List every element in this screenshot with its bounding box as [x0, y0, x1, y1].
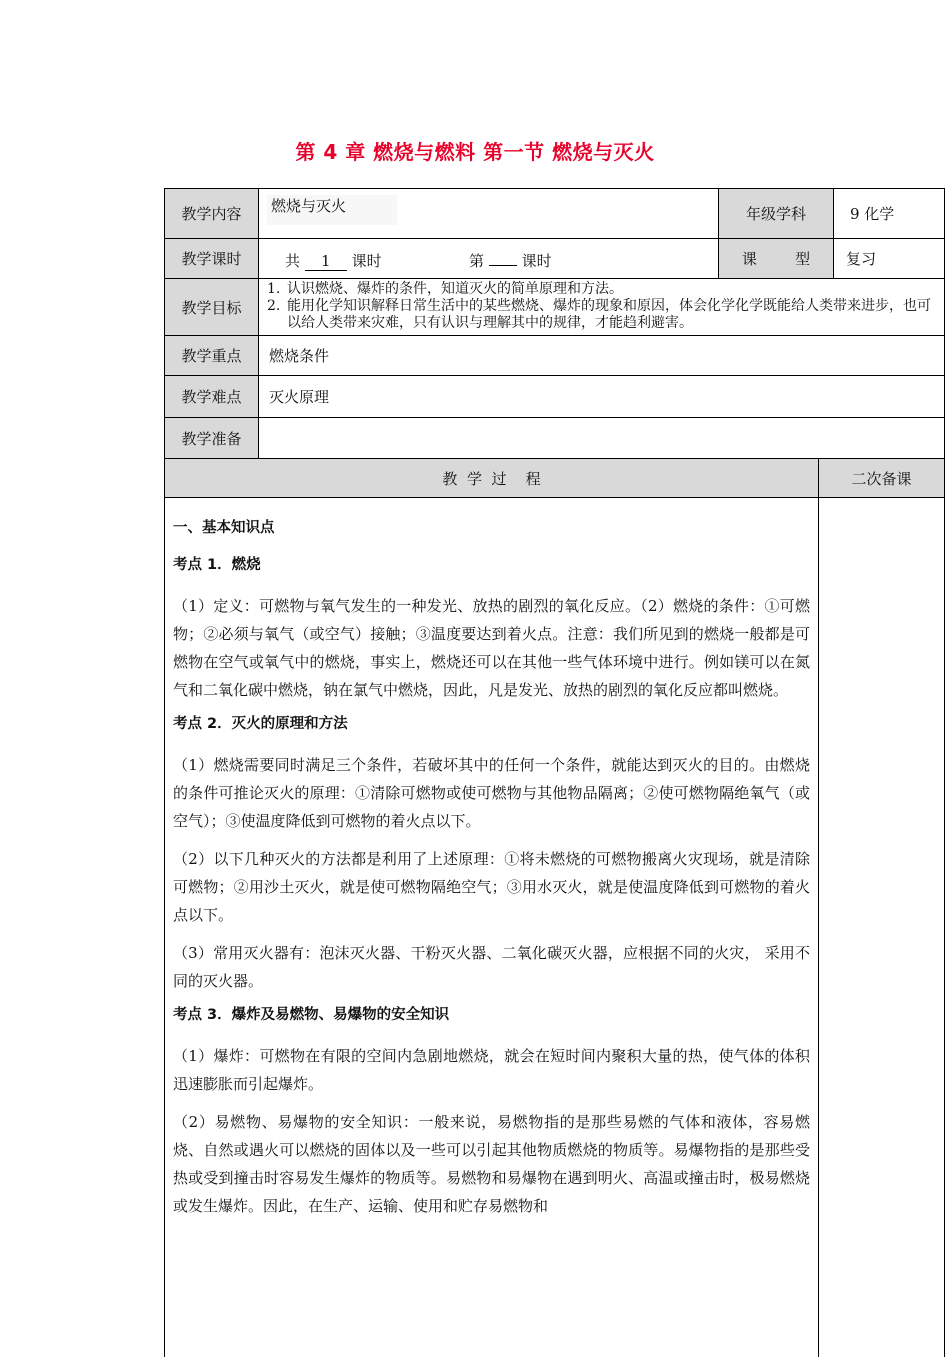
grade-label: 年级学科 [718, 188, 834, 239]
hours-index-prefix: 第 [469, 252, 485, 270]
content-cell [258, 188, 719, 239]
kp2-paragraph-3: （3）常用灭火器有：泡沫灭火器、干粉灭火器、二氧化碳灭火器，应根据不同的火灾， 采用不同的灭火器。 [173, 944, 810, 990]
kp3-heading: 考点 3．爆炸及易燃物、易爆物的安全知识 [173, 1007, 450, 1023]
hours-index-unit: 课时 [521, 252, 552, 270]
goal-item [267, 281, 938, 298]
goal-text: 能用化学知识解释日常生活中的某些燃烧、爆炸的现象和原因，体会化学化学既能给人类带来进步，也可以给人类带来灾难，只有认识与理解其中的规律，才能趋利避害。 [287, 298, 931, 331]
kp3-paragraph-1: （1）爆炸：可燃物在有限的空间内急剧地燃烧，就会在短时间内聚积大量的热，使气体的体积迅速膨胀而引起爆炸。 [173, 1047, 810, 1093]
process-body [164, 497, 819, 1357]
process-header: 教 学 过 程 [164, 458, 819, 498]
goals-label: 教学目标 [164, 278, 259, 336]
hours-unit: 课时 [351, 252, 382, 270]
notes-header: 二次备课 [818, 458, 945, 498]
hours-index-value [489, 265, 517, 266]
prep-label: 教学准备 [164, 417, 259, 459]
kp2-paragraph-1: （1）燃烧需要同时满足三个条件，若破坏其中的任何一个条件，就能达到灭火的目的。由燃烧的条件可推论灭火的原理：①清除可燃物或使可燃物与其他物品隔离；②使可燃物隔绝氧气（或空气）；③使温度降低到可燃物的着火点以下。 [173, 756, 810, 830]
prep-value [258, 417, 945, 459]
goal-number: 1. [267, 281, 281, 297]
hours-total-prefix: 共 [285, 252, 301, 270]
content-label: 教学内容 [164, 188, 259, 239]
grade-value: 9 化学 [833, 188, 945, 239]
goal-number: 2. [267, 298, 281, 314]
hours-index [469, 250, 552, 271]
goal-text: 认识燃烧、爆炸的条件，知道灭火的简单原理和方法。 [287, 281, 623, 297]
difficulty-label: 教学难点 [164, 375, 259, 418]
key-label: 教学重点 [164, 335, 259, 376]
kp1-paragraph: （1）定义：可燃物与氧气发生的一种发光、放热的剧烈的氧化反应。（2）燃烧的条件：①可燃物；②必须与氧气（或空气）接触；③温度要达到着火点。注意：我们所见到的燃烧一般都是可燃物在空气或氧气中的燃烧，事实上，燃烧还可以在其他一些气体环境中进行。例如镁可以在氮气和二氧化碳中燃烧，钠在氯气中燃烧，因此，凡是发光、放热的剧烈的氧化反应都叫燃烧。 [173, 597, 810, 699]
hours-total [285, 250, 382, 271]
kp2-paragraph-2: （2）以下几种灭火的方法都是利用了上述原理：①将未燃烧的可燃物搬离火灾现场，就是清除可燃物；②用沙土灭火，就是使可燃物隔绝空气；③用水灭火，就是使温度降低到可燃物的着火点以下。 [173, 850, 810, 924]
type-label: 课 型 [718, 238, 834, 279]
goals-cell [258, 278, 945, 336]
lesson-content [173, 518, 810, 1230]
type-value: 复习 [833, 238, 945, 279]
notes-body [818, 497, 945, 1357]
goals-list [267, 281, 938, 332]
hours-cell [258, 238, 719, 279]
kp2-heading: 考点 2．灭火的原理和方法 [173, 716, 348, 732]
section-heading: 一、基本知识点 [173, 520, 275, 536]
kp1-heading: 考点 1．燃烧 [173, 557, 261, 573]
key-value: 燃烧条件 [258, 335, 945, 376]
difficulty-value: 灭火原理 [258, 375, 945, 418]
content-value: 燃烧与灭火 [267, 195, 397, 225]
hours-label: 教学课时 [164, 238, 259, 279]
kp3-paragraph-2: （2）易燃物、易爆物的安全知识：一般来说，易燃物指的是那些易燃的气体和液体，容易燃烧、自然或遇火可以燃烧的固体以及一些可以引起其他物质燃烧的物质等。易爆物指的是那些受热或受到撞击时容易发生爆炸的物质等。易燃物和易爆物在遇到明火、高温或撞击时，极易燃烧或发生爆炸。因此，在生产、运输、使用和贮存易燃物和 [173, 1113, 810, 1215]
lesson-plan-table [164, 188, 945, 1344]
hours-total-value: 1 [305, 252, 347, 271]
page-title: 第 4 章 燃烧与燃料 第一节 燃烧与灭火 [295, 140, 655, 164]
goal-item [267, 298, 938, 332]
